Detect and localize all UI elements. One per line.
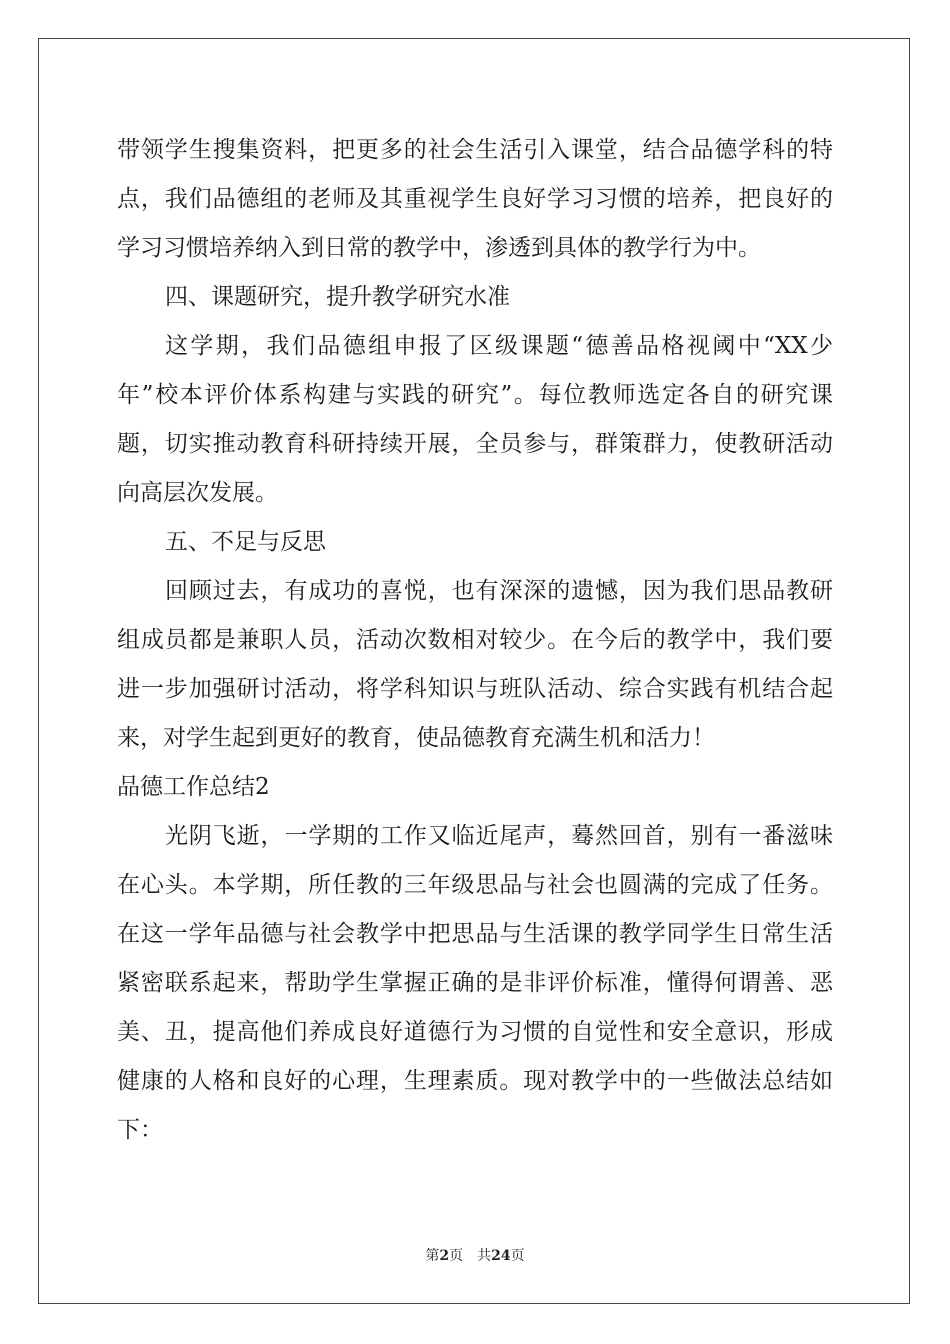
text-line: 五、不足与反思: [165, 529, 326, 555]
text-line: 回顾过去，有成功的喜悦，也有深深的遗憾，因为我们思品教研: [165, 578, 833, 604]
text-line: 题，切实推动教育科研持续开展，全员参与，群策群力，使教研活动: [117, 431, 833, 457]
footer-page-suffix: 页: [449, 1248, 464, 1264]
text-line: 这学期，我们品德组申报了区级课题“德善品格视阈中“XX少: [165, 333, 833, 359]
footer-page-prefix: 第: [425, 1248, 440, 1264]
text-line: 进一步加强研讨活动，将学科知识与班队活动、综合实践有机结合起: [117, 676, 833, 702]
footer-total-suffix: 页: [510, 1248, 525, 1264]
footer-total-pages: 24: [491, 1248, 511, 1264]
text-line: 年”校本评价体系构建与实践的研究”。每位教师选定各自的研究课: [117, 382, 833, 408]
text-line: 光阴飞逝，一学期的工作又临近尾声，蓦然回首，别有一番滋味: [165, 823, 833, 849]
text-line: 品德工作总结2: [117, 774, 270, 800]
footer-total-prefix: 共: [477, 1248, 492, 1264]
text-line: 健康的人格和良好的心理，生理素质。现对教学中的一些做法总结如: [117, 1068, 833, 1094]
text-line: 来，对学生起到更好的教育，使品德教育充满生机和活力！: [117, 725, 715, 751]
text-line: 向高层次发展。: [117, 480, 278, 506]
text-line: 组成员都是兼职人员，活动次数相对较少。在今后的教学中，我们要: [117, 627, 833, 653]
text-line: 下：: [117, 1117, 163, 1143]
footer-page-number: 2: [439, 1248, 450, 1264]
text-line: 四、课题研究，提升教学研究水准: [165, 284, 510, 310]
text-line: 带领学生搜集资料，把更多的社会生活引入课堂，结合品德学科的特: [117, 137, 833, 163]
text-line: 在这一学年品德与社会教学中把思品与生活课的教学同学生日常生活: [117, 921, 833, 947]
text-line: 在心头。本学期，所任教的三年级思品与社会也圆满的完成了任务。: [117, 872, 833, 898]
document-body: [117, 126, 833, 1155]
page-footer: [0, 1246, 950, 1266]
text-line: 学习习惯培养纳入到日常的教学中，渗透到具体的教学行为中。: [117, 235, 761, 261]
text-line: 美、丑，提高他们养成良好道德行为习惯的自觉性和安全意识，形成: [117, 1019, 833, 1045]
text-line: 紧密联系起来，帮助学生掌握正确的是非评价标准，懂得何谓善、恶: [117, 970, 833, 996]
text-line: 点，我们品德组的老师及其重视学生良好学习习惯的培养，把良好的: [117, 186, 833, 212]
